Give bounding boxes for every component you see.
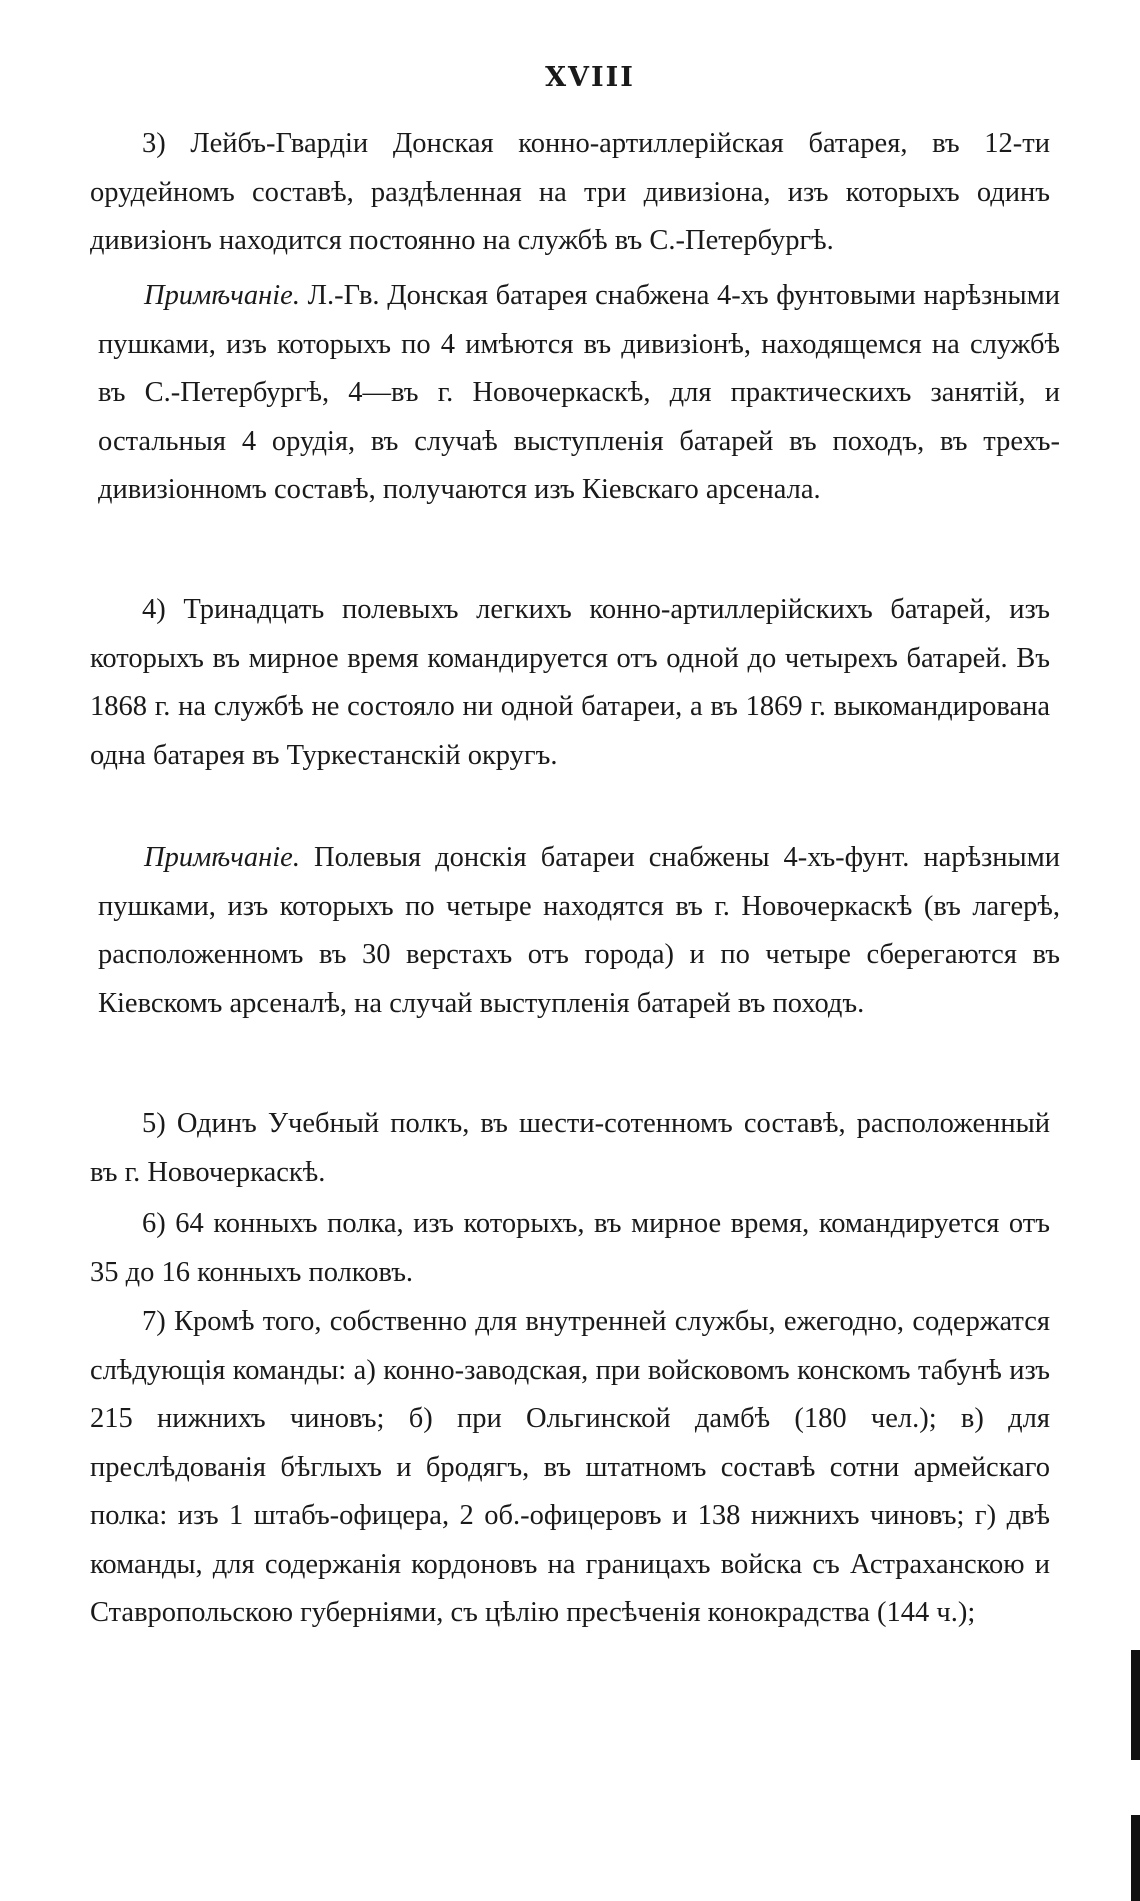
paragraph-6: 6) 64 конныхъ полка, изъ которыхъ, въ мирное время, командируется отъ 35 до 16 конныхъ полковъ.: [90, 1208, 1050, 1288]
page-number: XVIII: [545, 62, 635, 93]
note-1-label: Примѣчаніе.: [144, 280, 300, 311]
paragraph-5: 5) Одинъ Учебный полкъ, въ шести-сотенномъ составѣ, расположенный въ г. Новочеркаскѣ.: [90, 1108, 1050, 1188]
note-1: [98, 272, 1060, 515]
paragraph-4: 4) Тринадцать полевыхъ легкихъ конно-артиллерійскихъ батарей, изъ которыхъ въ мирное время командируется отъ одной до четырехъ батарей. Въ 1868 г. на службѣ не состояло ни одной батареи, а въ 1869 г. выкомандирована одна батарея въ Туркестанскій округъ.: [90, 594, 1050, 771]
note-2: [98, 834, 1060, 1028]
note-1-text: Л.-Гв. Донская батарея снабжена 4-хъ фунтовыми нарѣзными пушками, изъ которыхъ по 4 имѣются въ дивизіонѣ, находящемся на службѣ въ С.-Петербургѣ, 4—въ г. Новочеркаскѣ, для практическихъ занятій, и остальныя 4 орудія, въ случаѣ выступленія батарей въ походъ, въ трехъ-дивизіонномъ составѣ, получаются изъ Кіевскаго арсенала.: [98, 280, 1060, 505]
scan-edge-mark: [1131, 1650, 1140, 1760]
note-2-label: Примѣчаніе.: [144, 842, 300, 873]
paragraph-3: 3) Лейбъ-Гвардіи Донская конно-артиллерійская батарея, въ 12-ти орудейномъ составѣ, раздѣленная на три дивизіона, изъ которыхъ одинъ дивизіонъ находится постоянно на службѣ въ С.-Петербургѣ.: [90, 128, 1050, 256]
note-2-text: Полевыя донскія батареи снабжены 4-хъ-фунт. нарѣзными пушками, изъ которыхъ по четыре находятся въ г. Новочеркаскѣ (въ лагерѣ, расположенномъ въ 30 верстахъ отъ города) и по четыре сберегаются въ Кіевскомъ арсеналѣ, на случай выступленія батарей въ походъ.: [98, 842, 1060, 1019]
paragraph-7: 7) Кромѣ того, собственно для внутренней службы, ежегодно, содержатся слѣдующія команды: а) конно-заводская, при войсковомъ конскомъ табунѣ изъ 215 нижнихъ чиновъ; б) при Ольгинской дамбѣ (180 чел.); в) для преслѣдованія бѣглыхъ и бродягъ, въ штатномъ составѣ сотни армейскаго полка: изъ 1 штабъ-офицера, 2 об.-офицеровъ и 138 нижнихъ чиновъ; г) двѣ команды, для содержанія кордоновъ на границахъ войска съ Астраханскою и Ставропольскою губерніями, съ цѣлію пресѣченія конокрадства (144 ч.);: [90, 1306, 1050, 1628]
scan-edge-mark: [1131, 1815, 1140, 1901]
